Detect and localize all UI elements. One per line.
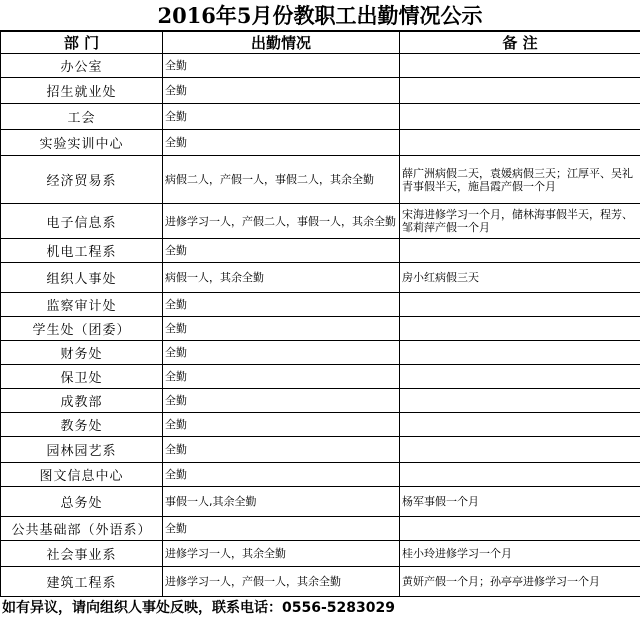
table-row bbox=[1, 517, 640, 541]
attendance-cell: 病假一人，其余全勤 bbox=[163, 263, 400, 293]
dept-cell: 保卫处 bbox=[1, 365, 163, 389]
attendance-cell: 全勤 bbox=[163, 463, 400, 487]
dept-cell: 招生就业处 bbox=[1, 78, 163, 104]
table-row bbox=[1, 567, 640, 597]
dept-cell: 办公室 bbox=[1, 54, 163, 78]
attendance-cell: 进修学习一人，其余全勤 bbox=[163, 541, 400, 567]
remarks-cell: 黄妍产假一个月；孙亭亭进修学习一个月 bbox=[400, 567, 640, 597]
attendance-cell: 全勤 bbox=[163, 437, 400, 463]
attendance-cell: 全勤 bbox=[163, 341, 400, 365]
remarks-cell bbox=[400, 317, 640, 341]
attendance-cell: 全勤 bbox=[163, 293, 400, 317]
attendance-cell: 全勤 bbox=[163, 413, 400, 437]
dept-cell: 社会事业系 bbox=[1, 541, 163, 567]
table-row bbox=[1, 130, 640, 156]
header-remarks: 备 注 bbox=[400, 32, 640, 54]
table-row bbox=[1, 156, 640, 204]
dept-cell: 学生处（团委） bbox=[1, 317, 163, 341]
attendance-table bbox=[0, 31, 640, 597]
dept-cell: 教务处 bbox=[1, 413, 163, 437]
dept-cell: 公共基础部（外语系） bbox=[1, 517, 163, 541]
remarks-cell bbox=[400, 78, 640, 104]
remarks-cell: 房小红病假三天 bbox=[400, 263, 640, 293]
table-row bbox=[1, 317, 640, 341]
table-row bbox=[1, 413, 640, 437]
dept-cell: 组织人事处 bbox=[1, 263, 163, 293]
table-row bbox=[1, 104, 640, 130]
remarks-cell bbox=[400, 341, 640, 365]
remarks-cell: 桂小玲进修学习一个月 bbox=[400, 541, 640, 567]
header-attendance: 出勤情况 bbox=[163, 32, 400, 54]
attendance-cell: 病假二人，产假一人，事假二人，其余全勤 bbox=[163, 156, 400, 204]
table-row bbox=[1, 78, 640, 104]
remarks-cell bbox=[400, 54, 640, 78]
attendance-cell: 全勤 bbox=[163, 130, 400, 156]
attendance-cell: 全勤 bbox=[163, 517, 400, 541]
table-row bbox=[1, 463, 640, 487]
dept-cell: 经济贸易系 bbox=[1, 156, 163, 204]
dept-cell: 监察审计处 bbox=[1, 293, 163, 317]
remarks-cell bbox=[400, 293, 640, 317]
remarks-cell bbox=[400, 239, 640, 263]
attendance-cell: 全勤 bbox=[163, 239, 400, 263]
remarks-cell bbox=[400, 413, 640, 437]
remarks-cell bbox=[400, 104, 640, 130]
remarks-cell bbox=[400, 517, 640, 541]
table-row bbox=[1, 204, 640, 239]
remarks-cell bbox=[400, 463, 640, 487]
dept-cell: 机电工程系 bbox=[1, 239, 163, 263]
attendance-cell: 事假一人,其余全勤 bbox=[163, 487, 400, 517]
dept-cell: 总务处 bbox=[1, 487, 163, 517]
remarks-cell: 薛广洲病假二天，袁媛病假三天；江厚平、吴礼青事假半天，施昌霞产假一个月 bbox=[400, 156, 640, 204]
attendance-cell: 进修学习一人，产假二人，事假一人，其余全勤 bbox=[163, 204, 400, 239]
attendance-cell: 全勤 bbox=[163, 54, 400, 78]
table-row bbox=[1, 541, 640, 567]
attendance-cell: 全勤 bbox=[163, 78, 400, 104]
attendance-cell: 全勤 bbox=[163, 389, 400, 413]
header-dept: 部 门 bbox=[1, 32, 163, 54]
dept-cell: 电子信息系 bbox=[1, 204, 163, 239]
dept-cell: 园林园艺系 bbox=[1, 437, 163, 463]
remarks-cell: 杨军事假一个月 bbox=[400, 487, 640, 517]
table-row bbox=[1, 263, 640, 293]
remarks-cell bbox=[400, 437, 640, 463]
dept-cell: 工会 bbox=[1, 104, 163, 130]
remarks-cell bbox=[400, 130, 640, 156]
remarks-cell bbox=[400, 389, 640, 413]
dept-cell: 图文信息中心 bbox=[1, 463, 163, 487]
page-title: 2016年5月份教职工出勤情况公示 bbox=[0, 0, 640, 31]
dept-cell: 财务处 bbox=[1, 341, 163, 365]
attendance-cell: 全勤 bbox=[163, 317, 400, 341]
table-row bbox=[1, 389, 640, 413]
dept-cell: 成教部 bbox=[1, 389, 163, 413]
table-row bbox=[1, 239, 640, 263]
attendance-cell: 全勤 bbox=[163, 104, 400, 130]
remarks-cell bbox=[400, 365, 640, 389]
table-row bbox=[1, 341, 640, 365]
dept-cell: 建筑工程系 bbox=[1, 567, 163, 597]
table-row bbox=[1, 293, 640, 317]
table-header-row bbox=[1, 32, 640, 54]
table-row bbox=[1, 365, 640, 389]
footer-contact-note: 如有异议，请向组织人事处反映，联系电话：0556-5283029 bbox=[2, 600, 395, 616]
table-row bbox=[1, 437, 640, 463]
dept-cell: 实验实训中心 bbox=[1, 130, 163, 156]
remarks-cell: 宋海进修学习一个月，储林海事假半天，程芳、邹莉萍产假一个月 bbox=[400, 204, 640, 239]
attendance-cell: 全勤 bbox=[163, 365, 400, 389]
table-row bbox=[1, 487, 640, 517]
table-row bbox=[1, 54, 640, 78]
attendance-cell: 进修学习一人，产假一人，其余全勤 bbox=[163, 567, 400, 597]
